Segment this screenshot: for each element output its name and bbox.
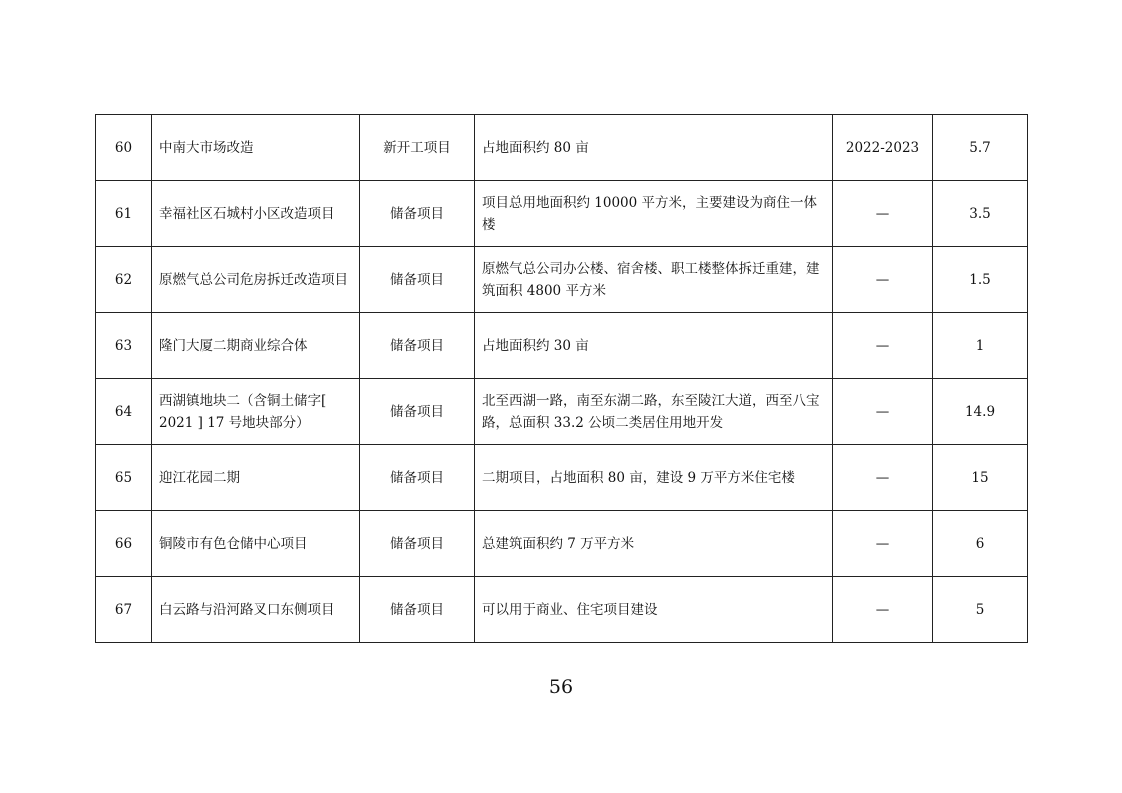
construction-period-cell: 2022-2023 <box>833 115 933 181</box>
row-number-cell: 63 <box>96 313 152 379</box>
investment-cell: 1.5 <box>933 247 1028 313</box>
row-number-cell: 66 <box>96 511 152 577</box>
table-body <box>96 115 1028 643</box>
row-number-cell: 61 <box>96 181 152 247</box>
construction-period-cell: — <box>833 577 933 643</box>
project-type-cell: 储备项目 <box>360 313 475 379</box>
project-type-cell: 储备项目 <box>360 247 475 313</box>
project-table <box>95 114 1028 643</box>
project-content-cell: 可以用于商业、住宅项目建设 <box>475 577 833 643</box>
project-type-cell: 储备项目 <box>360 379 475 445</box>
table-row <box>96 247 1028 313</box>
project-content-cell: 占地面积约 80 亩 <box>475 115 833 181</box>
row-number-cell: 67 <box>96 577 152 643</box>
construction-period-cell: — <box>833 379 933 445</box>
row-number-cell: 62 <box>96 247 152 313</box>
table-row <box>96 115 1028 181</box>
project-type-cell: 储备项目 <box>360 181 475 247</box>
table-row <box>96 511 1028 577</box>
project-content-cell: 项目总用地面积约 10000 平方米，主要建设为商住一体楼 <box>475 181 833 247</box>
project-type-cell: 储备项目 <box>360 511 475 577</box>
project-name-cell: 铜陵市有色仓储中心项目 <box>152 511 360 577</box>
project-type-cell: 新开工项目 <box>360 115 475 181</box>
table-row <box>96 313 1028 379</box>
investment-cell: 6 <box>933 511 1028 577</box>
project-name-cell: 中南大市场改造 <box>152 115 360 181</box>
project-content-cell: 占地面积约 30 亩 <box>475 313 833 379</box>
row-number-cell: 64 <box>96 379 152 445</box>
construction-period-cell: — <box>833 181 933 247</box>
project-name-cell: 迎江花园二期 <box>152 445 360 511</box>
investment-cell: 14.9 <box>933 379 1028 445</box>
construction-period-cell: — <box>833 445 933 511</box>
construction-period-cell: — <box>833 313 933 379</box>
investment-cell: 3.5 <box>933 181 1028 247</box>
project-name-cell: 西湖镇地块二（含铜土储字[ 2021 ] 17 号地块部分） <box>152 379 360 445</box>
table-row <box>96 445 1028 511</box>
project-name-cell: 白云路与沿河路叉口东侧项目 <box>152 577 360 643</box>
table-row <box>96 379 1028 445</box>
project-content-cell: 原燃气总公司办公楼、宿舍楼、职工楼整体拆迁重建，建筑面积 4800 平方米 <box>475 247 833 313</box>
construction-period-cell: — <box>833 247 933 313</box>
project-content-cell: 二期项目，占地面积 80 亩，建设 9 万平方米住宅楼 <box>475 445 833 511</box>
table-row <box>96 181 1028 247</box>
construction-period-cell: — <box>833 511 933 577</box>
project-name-cell: 原燃气总公司危房拆迁改造项目 <box>152 247 360 313</box>
table-row <box>96 577 1028 643</box>
investment-cell: 5 <box>933 577 1028 643</box>
project-content-cell: 总建筑面积约 7 万平方米 <box>475 511 833 577</box>
project-type-cell: 储备项目 <box>360 577 475 643</box>
investment-cell: 15 <box>933 445 1028 511</box>
project-content-cell: 北至西湖一路，南至东湖二路，东至陵江大道，西至八宝路，总面积 33.2 公顷二类居住用地开发 <box>475 379 833 445</box>
row-number-cell: 60 <box>96 115 152 181</box>
investment-cell: 5.7 <box>933 115 1028 181</box>
row-number-cell: 65 <box>96 445 152 511</box>
project-name-cell: 幸福社区石城村小区改造项目 <box>152 181 360 247</box>
project-name-cell: 隆门大厦二期商业综合体 <box>152 313 360 379</box>
page-number: 56 <box>548 676 574 698</box>
project-type-cell: 储备项目 <box>360 445 475 511</box>
investment-cell: 1 <box>933 313 1028 379</box>
